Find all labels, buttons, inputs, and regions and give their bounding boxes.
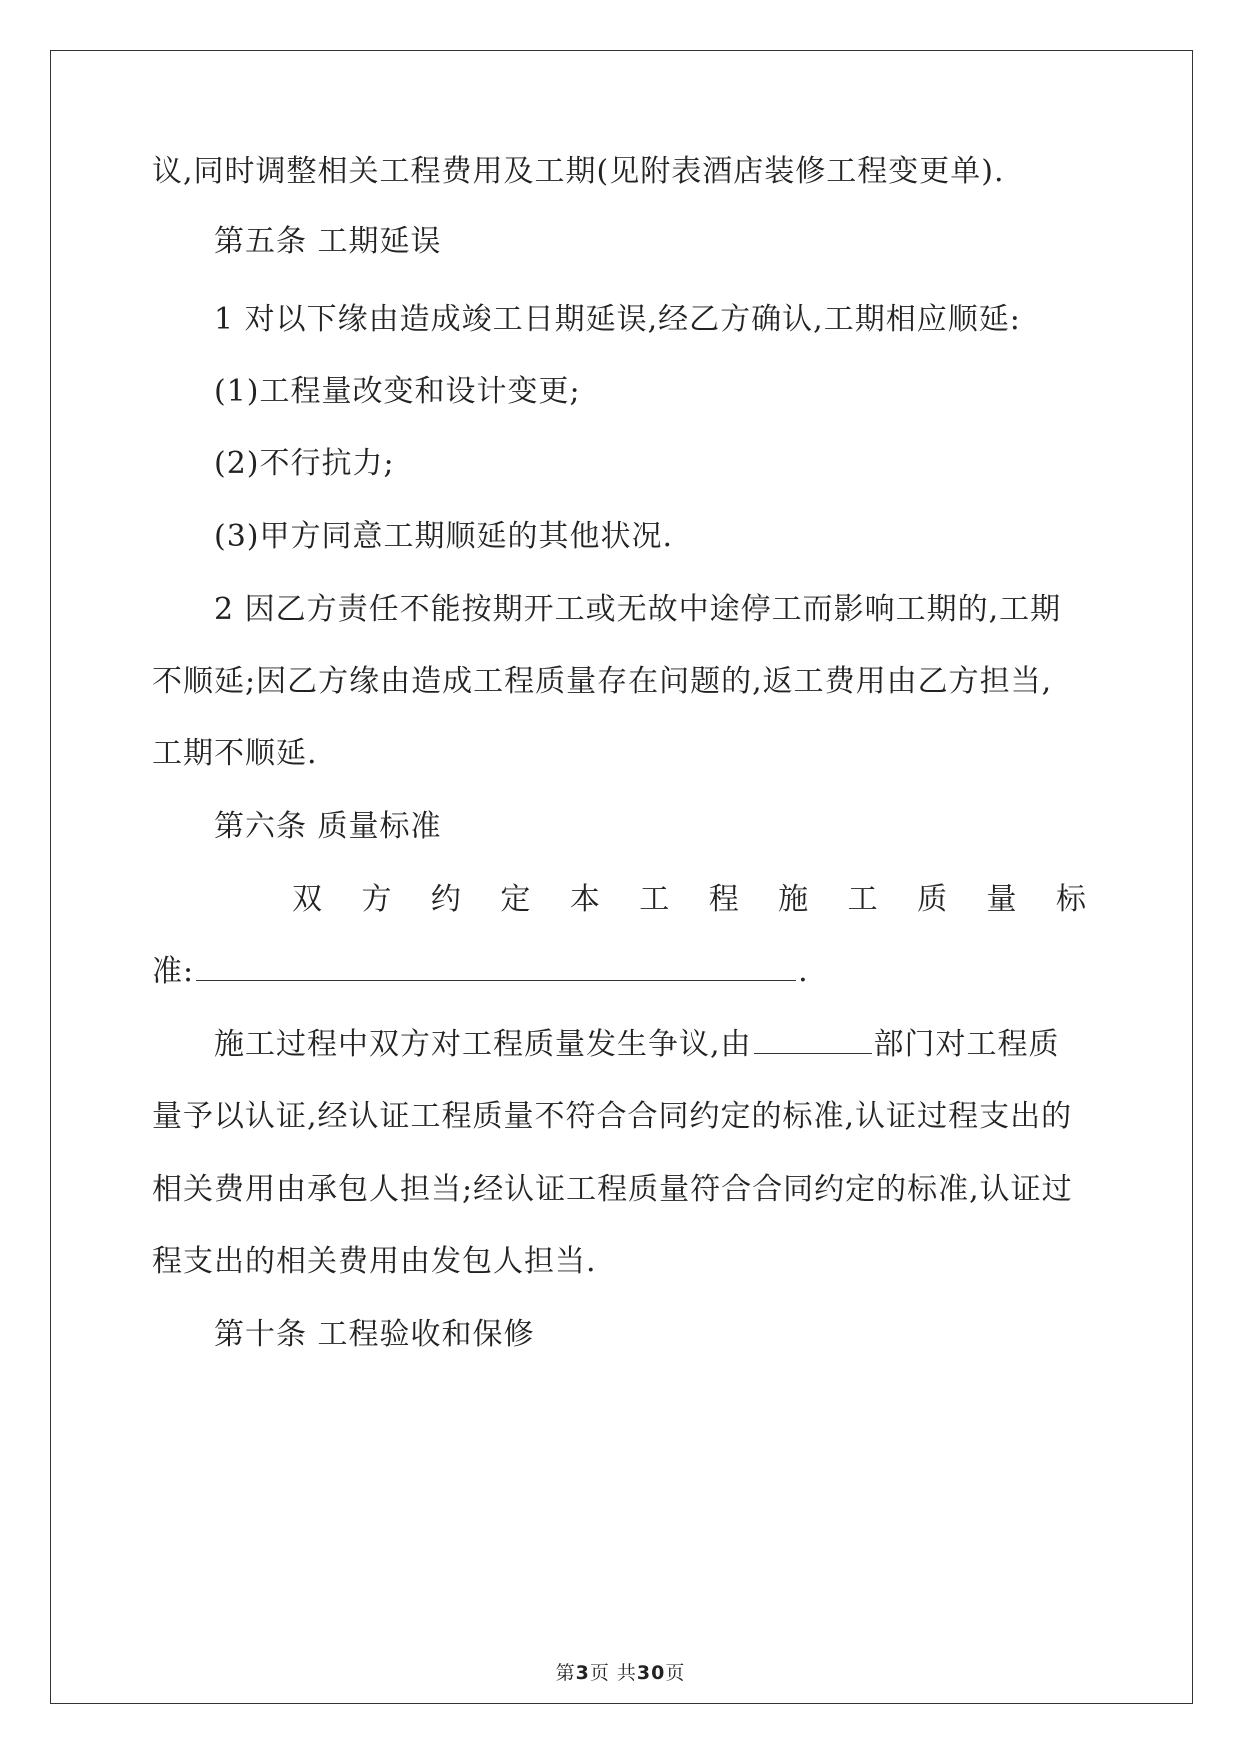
period: . xyxy=(798,954,809,989)
text-line: 相关费用由承包人担当;经认证工程质量符合合同约定的标准,认证过 xyxy=(152,1172,1073,1207)
list-item: (1)工程量改变和设计变更; xyxy=(214,374,581,409)
spread-char: 工 xyxy=(639,882,671,917)
footer-text: 页 共 xyxy=(589,1662,637,1684)
total-page-count: 30 xyxy=(636,1662,666,1684)
dispute-line xyxy=(214,1025,1060,1065)
spread-char: 双 xyxy=(292,882,323,917)
text-line: 不顺延;因乙方缘由造成工程质量存在问题的,返工费用由乙方担当, xyxy=(152,664,1053,699)
text-line: 1 对以下缘由造成竣工日期延误,经乙方确认,工期相应顺延: xyxy=(214,302,1021,337)
fill-in-blank xyxy=(196,952,796,981)
spread-char: 本 xyxy=(569,882,601,917)
fill-in-blank xyxy=(754,1025,872,1054)
spread-char: 标 xyxy=(1055,882,1087,917)
page-border xyxy=(50,50,1193,1704)
article-6-heading: 第六条 质量标准 xyxy=(214,809,442,844)
text-line: 工期不顺延. xyxy=(152,736,318,771)
text-line: 程支出的相关费用由发包人担当. xyxy=(152,1244,597,1279)
footer-text: 第 xyxy=(555,1662,576,1684)
text-line: 议,同时调整相关工程费用及工期(见附表酒店装修工程变更单). xyxy=(152,154,1005,189)
page-number-footer xyxy=(0,1658,1241,1685)
spread-char: 程 xyxy=(708,882,740,917)
spread-char: 质 xyxy=(917,882,949,917)
justified-text-line xyxy=(152,880,1087,920)
quality-standard-line xyxy=(152,952,809,992)
text-fragment: 施工过程中双方对工程质量发生争议,由 xyxy=(214,1027,752,1062)
text-line: 量予以认证,经认证工程质量不符合合同约定的标准,认证过程支出的 xyxy=(152,1099,1073,1134)
article-10-heading: 第十条 工程验收和保修 xyxy=(214,1317,535,1352)
spread-char: 方 xyxy=(361,882,393,917)
spread-char: 定 xyxy=(500,882,532,917)
spread-char: 工 xyxy=(847,882,879,917)
article-5-heading: 第五条 工期延误 xyxy=(214,224,442,259)
text-fragment: 部门对工程质 xyxy=(873,1027,1060,1062)
spread-char: 量 xyxy=(986,882,1018,917)
list-item: (2)不行抗力; xyxy=(214,446,395,481)
spread-char: 施 xyxy=(778,882,810,917)
spread-char: 约 xyxy=(430,882,462,917)
list-item: (3)甲方同意工期顺延的其他状况. xyxy=(214,519,674,554)
footer-text: 页 xyxy=(665,1662,686,1684)
text-line: 2 因乙方责任不能按期开工或无故中途停工而影响工期的,工期 xyxy=(214,592,1062,627)
current-page-number: 3 xyxy=(575,1662,590,1684)
standard-label: 准: xyxy=(152,954,195,989)
